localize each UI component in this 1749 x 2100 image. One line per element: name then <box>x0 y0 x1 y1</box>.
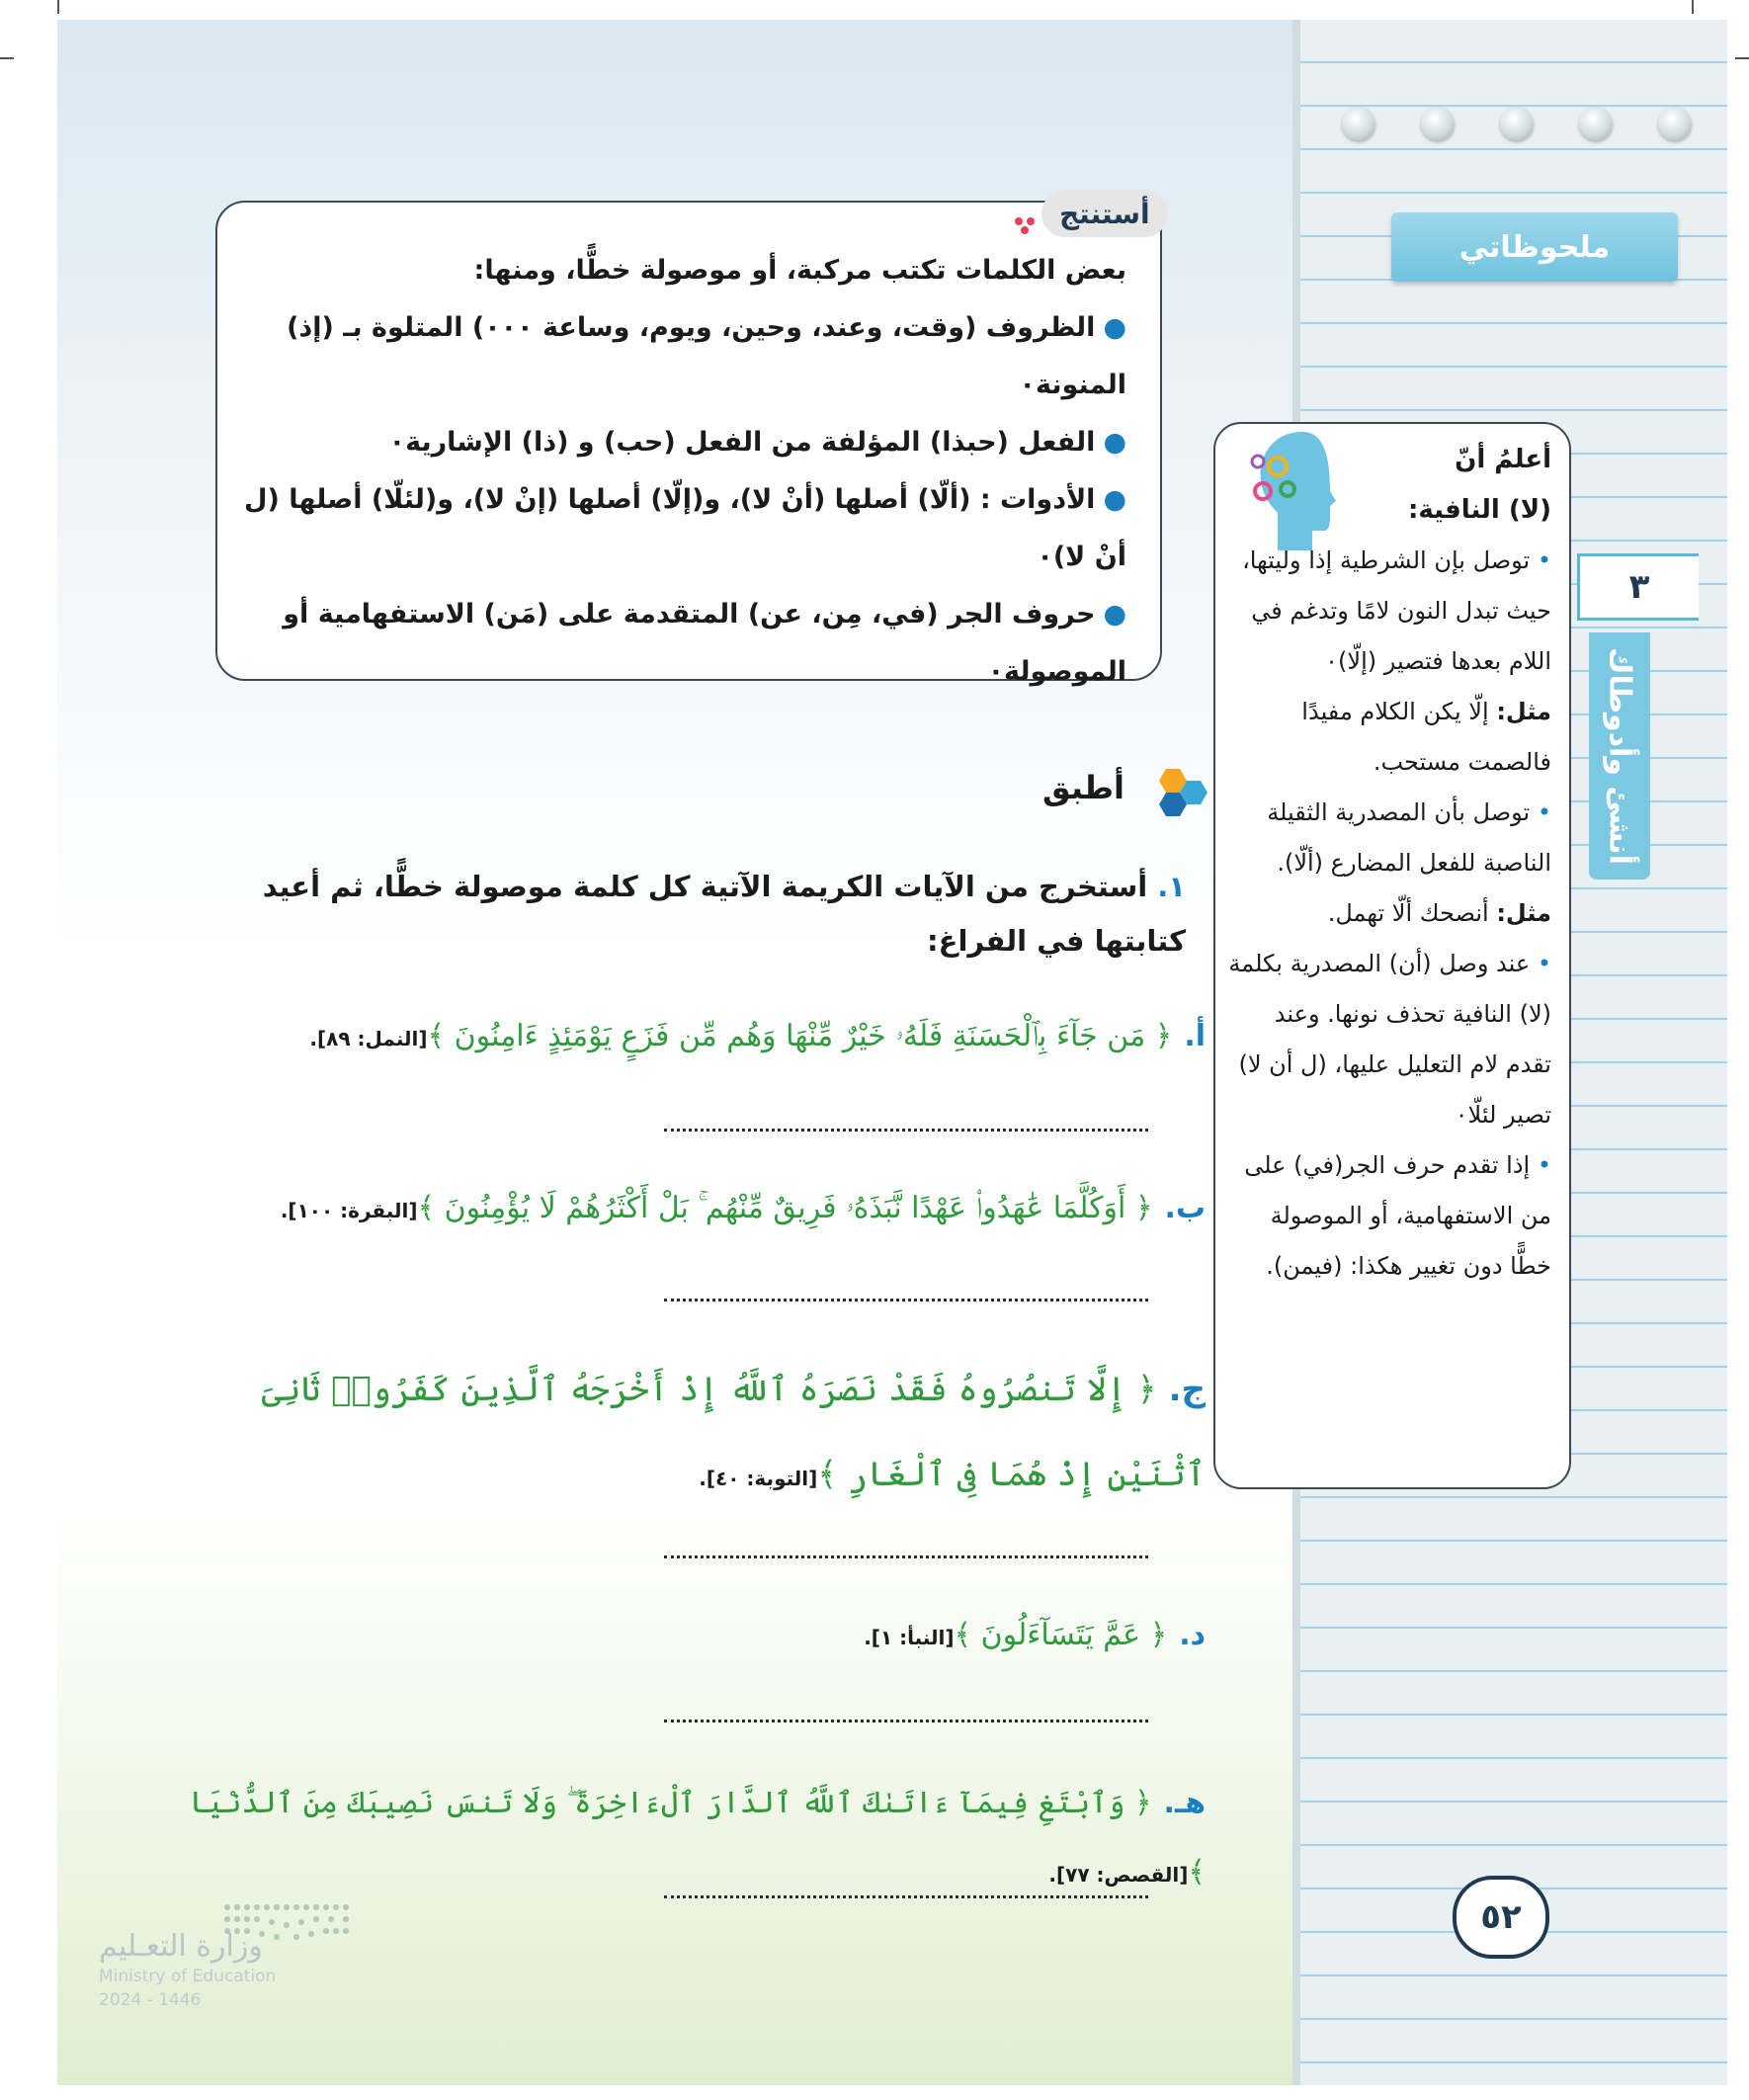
ministry-year: 2024 - 1446 <box>99 1990 202 2010</box>
example-label: مثل: <box>1496 698 1551 725</box>
info-point <box>1225 1140 1551 1292</box>
ayah-reference: [النمل: ٨٩]. <box>309 1027 428 1050</box>
bullet-text: الأدوات : (ألّا) أصلها (أنْ لا)، و(إلّا) أصلها (إنْ لا)، و(لئلّا) أصلها (ل أنْ لا)٠ <box>244 484 1126 572</box>
unit-number: ٣ <box>1577 553 1699 621</box>
answer-blank[interactable] <box>664 1720 1148 1722</box>
conclude-bullet <box>237 586 1126 701</box>
conclude-bullet <box>237 414 1126 471</box>
ring-icon <box>1658 107 1692 140</box>
bullet-text: حروف الجر (في، مِن، عن) المتقدمة على (مَن) الاستفهامية أو الموصولة٠ <box>283 599 1126 687</box>
bullet-text: الظروف (وقت، وعند، وحين، ويوم، وساعة ٠٠٠) المتلوة بـ (إذ) المنونة٠ <box>287 312 1126 400</box>
hexagons-icon <box>1146 767 1208 820</box>
info-point <box>1225 536 1551 687</box>
page-number: ٥٢ <box>1453 1876 1549 1959</box>
example-label: مثل: <box>1496 899 1551 927</box>
bullet-text: الفعل (حبذا) المؤلفة من الفعل (حب) و (ذا) الإشارية٠ <box>388 427 1096 458</box>
ayah-text: مَن جَآءَ بِٱلْحَسَنَةِ فَلَهُۥ خَيْرٌ مِّنْهَا وَهُم مِّن فَزَعٍ يَوْمَئِذٍ ءَامِنُونَ <box>454 1019 1146 1053</box>
bracket-close: ﴾ <box>954 1618 972 1652</box>
bracket-close: ﴾ <box>1188 1855 1206 1890</box>
answer-blank[interactable] <box>664 1555 1148 1558</box>
info-point <box>1225 788 1551 888</box>
info-point-text: عند وصل (أن) المصدرية بكلمة (لا) النافية تحذف نونها. وعند تقدم لام التعليل عليها، (ل أن لا) تصير لئلّا٠ <box>1228 950 1551 1129</box>
info-subtitle: (لا) النافية: <box>1407 495 1551 525</box>
bracket-open: ﴿ <box>1133 1786 1152 1820</box>
exercise-item <box>178 1002 1206 1073</box>
ayah-reference: [النبأ: ١]. <box>864 1626 955 1649</box>
example-text: إلّا يكن الكلام مفيدًا فالصمت مستحب. <box>1301 698 1551 776</box>
ring-icon <box>1579 107 1613 140</box>
ring-icon <box>1500 107 1534 140</box>
ministry-name-en: Ministry of Education <box>99 1967 277 1986</box>
info-text <box>1225 435 1551 1292</box>
info-point <box>1225 939 1551 1140</box>
bullet-icon: • <box>1530 546 1551 574</box>
bullet-icon: • <box>1530 798 1551 826</box>
crop-mark <box>57 0 59 14</box>
info-point-text: إذا تقدم حرف الجر(في) على من الاستفهامية، أو الموصولة خطًّا دون تغيير هكذا: (فيمن). <box>1244 1151 1551 1280</box>
notes-tab-label: ملحوظاتي <box>1458 229 1611 265</box>
bracket-open: ﴿ <box>1136 1370 1157 1409</box>
exercise-item <box>178 1347 1206 1521</box>
unit-label <box>1589 632 1650 880</box>
unit-label-text: أنشئ وأدوطاك <box>1602 646 1637 865</box>
item-label: أ. <box>1184 1019 1206 1053</box>
bullet-icon: ● <box>1103 312 1126 343</box>
bracket-close: ﴾ <box>817 1455 838 1494</box>
bracket-open: ﴿ <box>1154 1019 1173 1053</box>
item-label: د. <box>1179 1618 1206 1652</box>
question-text: أستخرج من الآيات الكريمة الآتية كل كلمة موصولة خطًّا، ثم أعيد كتابتها في الفراغ: <box>262 870 1186 958</box>
item-label: ج. <box>1168 1370 1206 1409</box>
bullet-icon: • <box>1530 950 1551 977</box>
ring-icon <box>1342 107 1375 140</box>
ring-icon <box>1421 107 1455 140</box>
exercise-item <box>178 1601 1206 1672</box>
answer-blank[interactable] <box>664 1129 1148 1132</box>
conclude-text <box>237 242 1126 701</box>
bracket-close: ﴾ <box>417 1191 436 1225</box>
bullet-icon: ● <box>1103 484 1126 515</box>
item-label: ب. <box>1164 1191 1206 1225</box>
ayah-reference: [القصص: ٧٧]. <box>1048 1863 1189 1887</box>
conclude-tag: أستنتج <box>1041 190 1168 237</box>
ayah-text: أَوَكُلَّمَا عَٰهَدُوا۟ عَهْدًا نَّبَذَهُۥ فَرِيقٌ مِّنْهُم ۚ بَلْ أَكْثَرُهُمْ لَا يُؤْمِنُونَ <box>444 1191 1126 1225</box>
info-example <box>1225 888 1551 939</box>
bullet-icon: ● <box>1103 427 1126 458</box>
example-text: أنصحك ألّا تهمل. <box>1327 899 1489 927</box>
dots-icon <box>1013 215 1042 235</box>
bullet-icon: • <box>1530 1151 1551 1179</box>
info-point-text: توصل بإن الشرطية إذا وليتها، حيث تبدل النون لامًا وتدغم في اللام بعدها فتصير (إلّا)٠ <box>1242 546 1551 675</box>
ayah-text: وَٱبْتَغِ فِيمَآ ءَاتَىٰكَ ٱللَّهُ ٱلدَّارَ ٱلْءَاخِرَةَ ۖ وَلَا تَنسَ نَصِيبَكَ مِنَ ٱلدُّنْيَا <box>189 1786 1125 1820</box>
bracket-open: ﴿ <box>1149 1618 1168 1652</box>
bullet-icon: ● <box>1103 599 1126 630</box>
conclude-intro: بعض الكلمات تكتب مركبة، أو موصولة خطًّا، ومنها: <box>473 255 1126 286</box>
ministry-name-ar: وزارة التعـليم <box>99 1929 263 1964</box>
question-number: ١. <box>1157 870 1186 903</box>
conclude-bullet <box>237 299 1126 414</box>
answer-blank[interactable] <box>664 1895 1148 1898</box>
bracket-close: ﴾ <box>427 1019 446 1053</box>
bracket-open: ﴿ <box>1134 1191 1153 1225</box>
item-label: هـ. <box>1163 1786 1206 1820</box>
ayah-reference: [البقرة: ١٠٠]. <box>280 1199 418 1222</box>
ayah-text: إِلَّا تَنصُرُوهُ فَقَدْ نَصَرَهُ ٱللَّهُ إِذْ أَخْرَجَهُ ٱلَّذِينَ كَفَرُوا۟ ثَانِىَ ٱثْنَيْنِ إِذْ هُمَا فِى ٱلْغَارِ <box>261 1370 1206 1494</box>
ayah-reference: [التوبة: ٤٠]. <box>699 1467 818 1490</box>
notes-tab <box>1391 212 1678 282</box>
crop-mark <box>1735 57 1749 59</box>
info-example <box>1225 687 1551 788</box>
crop-mark <box>1692 0 1694 14</box>
exercise-item <box>178 1174 1206 1245</box>
info-point-text: توصل بأن المصدرية الثقيلة الناصبة للفعل المضارع (ألّا). <box>1267 798 1551 877</box>
info-title: أعلمُ أنّ <box>1455 445 1551 474</box>
answer-blank[interactable] <box>664 1299 1148 1302</box>
conclude-bullet <box>237 471 1126 586</box>
apply-tag: أطبق <box>1042 769 1125 806</box>
question-title <box>237 860 1186 968</box>
crop-mark <box>0 57 14 59</box>
ayah-text: عَمَّ يَتَسَآءَلُونَ <box>980 1618 1141 1652</box>
